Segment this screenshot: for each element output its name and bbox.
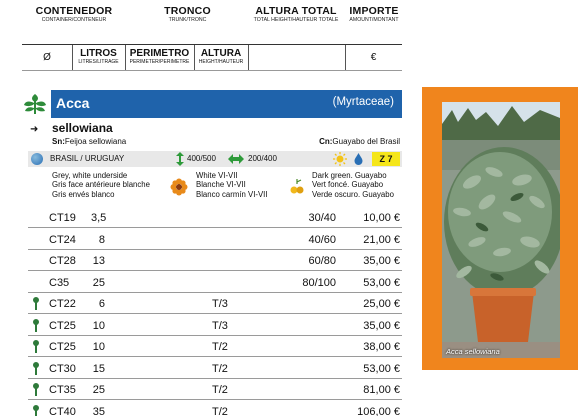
flower-icon xyxy=(170,178,188,196)
common-name: Cn:Guayabo del Brasil xyxy=(319,137,400,146)
stake-icon xyxy=(32,297,40,310)
fruit-icon xyxy=(290,178,304,196)
plant-leaf-icon xyxy=(22,91,48,115)
title-bar xyxy=(51,90,402,118)
plant-photo xyxy=(442,102,560,358)
row-height: 30/40 xyxy=(308,212,336,224)
table-row xyxy=(28,358,402,379)
row-trunk: T/3 xyxy=(212,298,228,310)
row-volume: 35 xyxy=(92,405,105,416)
row-code: CT30 xyxy=(49,362,76,375)
stake-icon xyxy=(32,405,40,416)
row-code: C35 xyxy=(49,276,70,289)
row-code: CT35 xyxy=(49,384,76,396)
row-code: CT25 xyxy=(49,341,76,353)
row-price: 81,00 € xyxy=(363,384,400,396)
water-drop-icon xyxy=(354,153,363,165)
species-name: sellowiana xyxy=(52,121,113,135)
header-perimetro: PERIMETRO PERIMETER/PERIMETRE xyxy=(129,48,190,65)
arrow-right-icon: ➜ xyxy=(30,124,39,135)
row-price: 35,00 € xyxy=(363,319,400,332)
row-code: CT22 xyxy=(49,298,76,310)
row-volume: 25 xyxy=(92,384,105,396)
header-contenedor: CONTENEDOR CONTAINER/CONTENEUR xyxy=(35,5,113,23)
photo-caption: Acca sellowiana xyxy=(446,347,500,356)
width-range: 200/400 xyxy=(248,154,277,163)
fruit-description: Dark green. Guayabo Vert foncé. Guayabo Verde oscuro. Guayabo xyxy=(312,171,394,199)
origin: BRASIL / URUGUAY xyxy=(50,154,125,163)
globe-icon xyxy=(31,153,43,165)
row-trunk: T/2 xyxy=(212,384,228,396)
header-altura-total: ALTURA TOTAL TOTAL HEIGHT/HAUTEUR TOTALE xyxy=(253,5,339,23)
diameter-symbol: Ø xyxy=(43,52,51,63)
row-code: CT19 xyxy=(49,212,76,224)
vertical-arrow-icon xyxy=(176,152,184,166)
table-row xyxy=(28,401,402,416)
row-volume: 10 xyxy=(92,341,105,353)
foliage-description: Grey, white underside Gris face antérieure blanche Gris envés blanco xyxy=(52,171,150,199)
header-litros: LITROS LITRES/LITRAGE xyxy=(78,48,119,65)
currency-symbol: € xyxy=(370,52,377,63)
plant-photo-drawing xyxy=(442,102,560,358)
row-price: 106,00 € xyxy=(357,405,400,416)
row-price: 53,00 € xyxy=(363,362,400,375)
row-price: 21,00 € xyxy=(363,233,400,246)
row-code: CT28 xyxy=(49,255,76,267)
hardiness-zone-badge: Z 7 xyxy=(372,152,400,166)
genus-name: Acca xyxy=(56,95,90,111)
header-tronco: TRONCO TRUNK/TRONC xyxy=(164,5,211,23)
stake-icon xyxy=(32,319,40,332)
row-price: 10,00 € xyxy=(363,212,400,224)
row-height: 40/60 xyxy=(308,233,336,246)
row-trunk: T/2 xyxy=(212,405,228,416)
stake-icon xyxy=(32,340,40,353)
stake-icon xyxy=(32,383,40,396)
row-volume: 25 xyxy=(92,276,105,289)
table-row xyxy=(28,272,402,293)
header-importe: IMPORTE AMOUNT/MONTANT xyxy=(349,5,399,23)
table-row xyxy=(28,315,402,336)
header-bottom-line xyxy=(22,70,402,71)
family-name: (Myrtaceae) xyxy=(332,96,394,108)
row-volume: 6 xyxy=(98,298,105,310)
info-row xyxy=(28,151,402,167)
row-price: 35,00 € xyxy=(363,255,400,267)
row-price: 53,00 € xyxy=(363,276,400,289)
row-trunk: T/2 xyxy=(212,341,228,353)
table-row xyxy=(28,336,402,357)
header-altura: ALTURA HEIGHT/HAUTEUR xyxy=(198,48,244,65)
stake-icon xyxy=(32,362,40,375)
table-row xyxy=(28,379,402,400)
row-volume: 13 xyxy=(92,255,105,267)
row-price: 38,00 € xyxy=(363,341,400,353)
table-row xyxy=(28,250,402,271)
row-height: 60/80 xyxy=(308,255,336,267)
row-code: CT40 xyxy=(49,405,76,416)
synonym: Sn:Feijoa sellowiana xyxy=(52,137,127,146)
row-code: CT24 xyxy=(49,233,76,246)
table-row xyxy=(28,293,402,314)
horizontal-arrow-icon xyxy=(228,154,244,164)
row-trunk: T/3 xyxy=(212,319,228,332)
table-row xyxy=(28,207,402,228)
row-trunk: T/2 xyxy=(212,362,228,375)
row-height: 80/100 xyxy=(302,276,336,289)
row-volume: 3,5 xyxy=(91,212,107,224)
row-volume: 15 xyxy=(92,362,105,375)
row-code: CT25 xyxy=(49,319,76,332)
flower-description: White VI-VII Blanche VI-VII Blanco carmín VI-VII xyxy=(196,171,268,199)
table-row xyxy=(28,229,402,250)
header-col-divider xyxy=(248,45,249,70)
height-range: 400/500 xyxy=(187,154,216,163)
row-price: 25,00 € xyxy=(363,298,400,310)
row-volume: 8 xyxy=(98,233,105,246)
row-volume: 10 xyxy=(92,319,105,332)
sun-icon xyxy=(333,152,347,166)
